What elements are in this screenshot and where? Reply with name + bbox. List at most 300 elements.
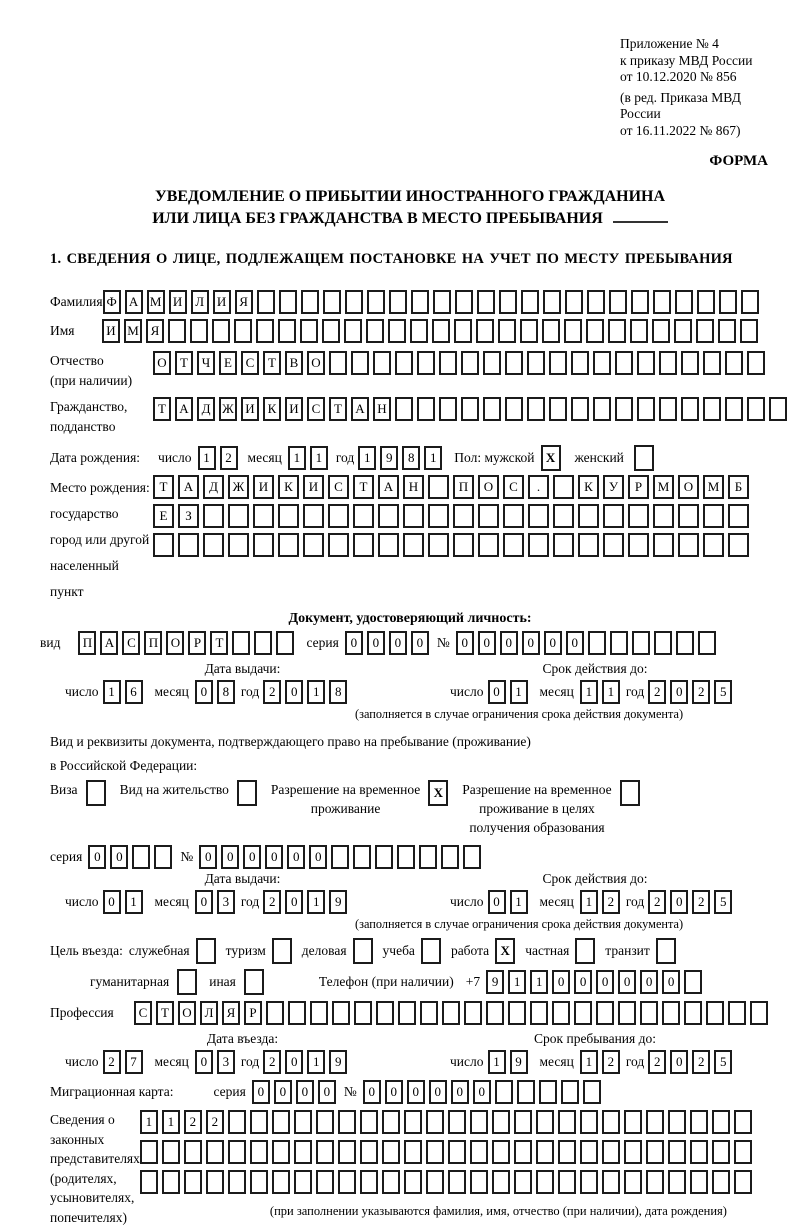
cell[interactable]: [564, 319, 582, 343]
cell[interactable]: [448, 1110, 466, 1134]
cell[interactable]: [272, 1140, 290, 1164]
cell[interactable]: 8: [217, 680, 235, 704]
cell[interactable]: [681, 397, 699, 421]
cell[interactable]: Я: [222, 1001, 240, 1025]
cell[interactable]: [527, 351, 545, 375]
cell[interactable]: [178, 533, 199, 557]
cell[interactable]: [250, 1140, 268, 1164]
cell[interactable]: [389, 290, 407, 314]
cell[interactable]: 1: [140, 1110, 158, 1134]
cell[interactable]: [561, 1080, 579, 1104]
cell[interactable]: [212, 319, 230, 343]
cell[interactable]: [578, 504, 599, 528]
cell[interactable]: [498, 319, 516, 343]
cell[interactable]: [558, 1110, 576, 1134]
cell[interactable]: [360, 1140, 378, 1164]
cell[interactable]: 1: [162, 1110, 180, 1134]
cell[interactable]: П: [453, 475, 474, 499]
cell[interactable]: [228, 1170, 246, 1194]
cell[interactable]: [477, 290, 495, 314]
cell[interactable]: А: [175, 397, 193, 421]
cell[interactable]: [461, 397, 479, 421]
cell[interactable]: [553, 475, 574, 499]
cell[interactable]: 2: [692, 680, 710, 704]
cell[interactable]: [659, 397, 677, 421]
cell[interactable]: [426, 1140, 444, 1164]
cell[interactable]: 0: [662, 970, 680, 994]
cell[interactable]: [659, 351, 677, 375]
cell[interactable]: 1: [125, 890, 143, 914]
cell[interactable]: [478, 504, 499, 528]
cell[interactable]: 1: [424, 446, 442, 470]
cell[interactable]: 1: [288, 446, 306, 470]
cell[interactable]: [696, 319, 714, 343]
cell[interactable]: Л: [200, 1001, 218, 1025]
cell[interactable]: [257, 290, 275, 314]
cell[interactable]: [637, 351, 655, 375]
cell[interactable]: [483, 397, 501, 421]
cell[interactable]: [505, 351, 523, 375]
cell[interactable]: 1: [488, 1050, 506, 1074]
cell[interactable]: [703, 504, 724, 528]
cell[interactable]: [558, 1170, 576, 1194]
cell[interactable]: 1: [530, 970, 548, 994]
cell[interactable]: [232, 631, 250, 655]
cell[interactable]: И: [169, 290, 187, 314]
cell[interactable]: 0: [488, 890, 506, 914]
cell[interactable]: [747, 397, 765, 421]
cell[interactable]: [140, 1170, 158, 1194]
cell[interactable]: 0: [363, 1080, 381, 1104]
cell[interactable]: [403, 504, 424, 528]
cell[interactable]: [351, 351, 369, 375]
cell[interactable]: 0: [195, 680, 213, 704]
cell[interactable]: [454, 319, 472, 343]
cell[interactable]: О: [307, 351, 325, 375]
cell[interactable]: [632, 631, 650, 655]
cell[interactable]: [162, 1140, 180, 1164]
cell[interactable]: [514, 1170, 532, 1194]
cell[interactable]: [528, 533, 549, 557]
cell[interactable]: О: [178, 1001, 196, 1025]
cell[interactable]: [654, 631, 672, 655]
cell[interactable]: [631, 290, 649, 314]
cell[interactable]: [609, 290, 627, 314]
cell[interactable]: 3: [217, 890, 235, 914]
cell[interactable]: 0: [670, 1050, 688, 1074]
cell[interactable]: [353, 504, 374, 528]
cell[interactable]: Ф: [103, 290, 121, 314]
cell[interactable]: 0: [195, 890, 213, 914]
cell[interactable]: [690, 1140, 708, 1164]
cell[interactable]: 9: [380, 446, 398, 470]
cell[interactable]: [404, 1170, 422, 1194]
cell[interactable]: [420, 1001, 438, 1025]
cell[interactable]: [553, 504, 574, 528]
cell[interactable]: [747, 351, 765, 375]
cell[interactable]: 1: [580, 1050, 598, 1074]
cell[interactable]: [593, 397, 611, 421]
purpose-work-checkbox[interactable]: X: [495, 938, 515, 964]
cell[interactable]: .: [528, 475, 549, 499]
cell[interactable]: Я: [235, 290, 253, 314]
cell[interactable]: [528, 504, 549, 528]
cell[interactable]: [574, 1001, 592, 1025]
cell[interactable]: [278, 319, 296, 343]
cell[interactable]: Ж: [219, 397, 237, 421]
cell[interactable]: [596, 1001, 614, 1025]
cell[interactable]: 0: [385, 1080, 403, 1104]
cell[interactable]: А: [351, 397, 369, 421]
temporary-residence-checkbox[interactable]: X: [428, 780, 448, 806]
cell[interactable]: С: [241, 351, 259, 375]
cell[interactable]: [536, 1140, 554, 1164]
cell[interactable]: [539, 1080, 557, 1104]
cell[interactable]: [476, 319, 494, 343]
cell[interactable]: 8: [329, 680, 347, 704]
cell[interactable]: [288, 1001, 306, 1025]
cell[interactable]: [495, 1080, 513, 1104]
cell[interactable]: [578, 533, 599, 557]
cell[interactable]: [203, 504, 224, 528]
cell[interactable]: [486, 1001, 504, 1025]
cell[interactable]: 9: [486, 970, 504, 994]
cell[interactable]: Р: [628, 475, 649, 499]
cell[interactable]: [769, 397, 787, 421]
cell[interactable]: Д: [197, 397, 215, 421]
cell[interactable]: [417, 351, 435, 375]
cell[interactable]: [300, 319, 318, 343]
purpose-tourism-checkbox[interactable]: [272, 938, 292, 964]
cell[interactable]: [316, 1110, 334, 1134]
cell[interactable]: К: [278, 475, 299, 499]
cell[interactable]: [470, 1110, 488, 1134]
cell[interactable]: [428, 533, 449, 557]
cell[interactable]: 3: [217, 1050, 235, 1074]
cell[interactable]: [426, 1170, 444, 1194]
cell[interactable]: [628, 504, 649, 528]
purpose-private-checkbox[interactable]: [575, 938, 595, 964]
cell[interactable]: [674, 319, 692, 343]
cell[interactable]: [395, 397, 413, 421]
cell[interactable]: Ж: [228, 475, 249, 499]
cell[interactable]: У: [603, 475, 624, 499]
cell[interactable]: С: [307, 397, 325, 421]
cell[interactable]: 6: [125, 680, 143, 704]
cell[interactable]: 0: [670, 890, 688, 914]
cell[interactable]: [329, 351, 347, 375]
cell[interactable]: [536, 1170, 554, 1194]
cell[interactable]: [461, 351, 479, 375]
cell[interactable]: [168, 319, 186, 343]
cell[interactable]: 0: [552, 970, 570, 994]
cell[interactable]: 2: [648, 1050, 666, 1074]
cell[interactable]: [278, 533, 299, 557]
cell[interactable]: 0: [285, 680, 303, 704]
cell[interactable]: 2: [602, 1050, 620, 1074]
cell[interactable]: 0: [473, 1080, 491, 1104]
cell[interactable]: [266, 1001, 284, 1025]
cell[interactable]: С: [122, 631, 140, 655]
cell[interactable]: С: [503, 475, 524, 499]
cell[interactable]: [463, 845, 481, 869]
cell[interactable]: [618, 1001, 636, 1025]
cell[interactable]: [404, 1110, 422, 1134]
cell[interactable]: [728, 1001, 746, 1025]
cell[interactable]: [162, 1170, 180, 1194]
cell[interactable]: 1: [358, 446, 376, 470]
cell[interactable]: [254, 631, 272, 655]
cell[interactable]: 0: [199, 845, 217, 869]
cell[interactable]: М: [703, 475, 724, 499]
cell[interactable]: 0: [88, 845, 106, 869]
cell[interactable]: П: [78, 631, 96, 655]
cell[interactable]: [376, 1001, 394, 1025]
cell[interactable]: [154, 845, 172, 869]
cell[interactable]: [580, 1170, 598, 1194]
purpose-humanitarian-checkbox[interactable]: [177, 969, 197, 995]
cell[interactable]: 0: [574, 970, 592, 994]
cell[interactable]: 0: [221, 845, 239, 869]
cell[interactable]: [530, 1001, 548, 1025]
cell[interactable]: [360, 1110, 378, 1134]
cell[interactable]: [593, 351, 611, 375]
cell[interactable]: 2: [692, 1050, 710, 1074]
cell[interactable]: 0: [287, 845, 305, 869]
cell[interactable]: И: [213, 290, 231, 314]
cell[interactable]: [698, 631, 716, 655]
cell[interactable]: 0: [110, 845, 128, 869]
cell[interactable]: [508, 1001, 526, 1025]
cell[interactable]: [503, 504, 524, 528]
cell[interactable]: [552, 1001, 570, 1025]
cell[interactable]: 1: [510, 890, 528, 914]
cell[interactable]: [653, 504, 674, 528]
cell[interactable]: [388, 319, 406, 343]
cell[interactable]: [615, 397, 633, 421]
cell[interactable]: [331, 845, 349, 869]
cell[interactable]: 9: [329, 890, 347, 914]
cell[interactable]: [410, 319, 428, 343]
cell[interactable]: 0: [500, 631, 518, 655]
cell[interactable]: Я: [146, 319, 164, 343]
residence-permit-checkbox[interactable]: [237, 780, 257, 806]
cell[interactable]: [310, 1001, 328, 1025]
cell[interactable]: [470, 1170, 488, 1194]
cell[interactable]: [521, 290, 539, 314]
cell[interactable]: [338, 1110, 356, 1134]
visa-checkbox[interactable]: [86, 780, 106, 806]
cell[interactable]: [276, 631, 294, 655]
cell[interactable]: [703, 533, 724, 557]
cell[interactable]: [662, 1001, 680, 1025]
cell[interactable]: [375, 845, 393, 869]
cell[interactable]: [703, 351, 721, 375]
cell[interactable]: 2: [648, 890, 666, 914]
cell[interactable]: 2: [103, 1050, 121, 1074]
cell[interactable]: [345, 290, 363, 314]
cell[interactable]: [503, 533, 524, 557]
cell[interactable]: Б: [728, 475, 749, 499]
cell[interactable]: 1: [580, 890, 598, 914]
cell[interactable]: 0: [318, 1080, 336, 1104]
cell[interactable]: [453, 504, 474, 528]
cell[interactable]: [332, 1001, 350, 1025]
cell[interactable]: 2: [184, 1110, 202, 1134]
cell[interactable]: [602, 1110, 620, 1134]
cell[interactable]: [483, 351, 501, 375]
cell[interactable]: [676, 631, 694, 655]
cell[interactable]: [615, 351, 633, 375]
cell[interactable]: [514, 1110, 532, 1134]
cell[interactable]: [624, 1110, 642, 1134]
cell[interactable]: [256, 319, 274, 343]
cell[interactable]: 0: [618, 970, 636, 994]
cell[interactable]: [432, 319, 450, 343]
cell[interactable]: 2: [263, 1050, 281, 1074]
cell[interactable]: [303, 533, 324, 557]
cell[interactable]: [492, 1170, 510, 1194]
cell[interactable]: [448, 1170, 466, 1194]
cell[interactable]: [278, 504, 299, 528]
cell[interactable]: А: [178, 475, 199, 499]
cell[interactable]: 2: [692, 890, 710, 914]
cell[interactable]: Д: [203, 475, 224, 499]
cell[interactable]: [750, 1001, 768, 1025]
cell[interactable]: П: [144, 631, 162, 655]
cell[interactable]: [681, 351, 699, 375]
cell[interactable]: [588, 631, 606, 655]
cell[interactable]: В: [285, 351, 303, 375]
cell[interactable]: [565, 290, 583, 314]
cell[interactable]: [344, 319, 362, 343]
cell[interactable]: [140, 1140, 158, 1164]
cell[interactable]: [253, 533, 274, 557]
cell[interactable]: [294, 1140, 312, 1164]
cell[interactable]: 0: [285, 890, 303, 914]
cell[interactable]: [640, 1001, 658, 1025]
cell[interactable]: [403, 533, 424, 557]
cell[interactable]: [703, 397, 721, 421]
cell[interactable]: 0: [566, 631, 584, 655]
cell[interactable]: Т: [153, 397, 171, 421]
cell[interactable]: [668, 1170, 686, 1194]
cell[interactable]: М: [124, 319, 142, 343]
cell[interactable]: 0: [389, 631, 407, 655]
purpose-study-checkbox[interactable]: [421, 938, 441, 964]
cell[interactable]: [514, 1140, 532, 1164]
purpose-other-checkbox[interactable]: [244, 969, 264, 995]
cell[interactable]: Ч: [197, 351, 215, 375]
cell[interactable]: 0: [367, 631, 385, 655]
cell[interactable]: [549, 351, 567, 375]
cell[interactable]: [378, 533, 399, 557]
cell[interactable]: 2: [602, 890, 620, 914]
cell[interactable]: 2: [263, 680, 281, 704]
cell[interactable]: 0: [195, 1050, 213, 1074]
cell[interactable]: [338, 1140, 356, 1164]
cell[interactable]: О: [478, 475, 499, 499]
cell[interactable]: [520, 319, 538, 343]
cell[interactable]: [586, 319, 604, 343]
cell[interactable]: 0: [103, 890, 121, 914]
cell[interactable]: [250, 1110, 268, 1134]
cell[interactable]: [378, 504, 399, 528]
cell[interactable]: [553, 533, 574, 557]
cell[interactable]: [442, 1001, 460, 1025]
cell[interactable]: [543, 290, 561, 314]
cell[interactable]: [728, 533, 749, 557]
cell[interactable]: [706, 1001, 724, 1025]
cell[interactable]: [328, 533, 349, 557]
cell[interactable]: [712, 1170, 730, 1194]
cell[interactable]: [382, 1140, 400, 1164]
cell[interactable]: [571, 397, 589, 421]
cell[interactable]: [279, 290, 297, 314]
cell[interactable]: 0: [296, 1080, 314, 1104]
cell[interactable]: 0: [478, 631, 496, 655]
cell[interactable]: [228, 1140, 246, 1164]
cell[interactable]: [303, 504, 324, 528]
cell[interactable]: 1: [508, 970, 526, 994]
cell[interactable]: [603, 533, 624, 557]
cell[interactable]: И: [285, 397, 303, 421]
cell[interactable]: [580, 1110, 598, 1134]
cell[interactable]: [373, 351, 391, 375]
cell[interactable]: [426, 1110, 444, 1134]
cell[interactable]: [610, 631, 628, 655]
cell[interactable]: 2: [263, 890, 281, 914]
cell[interactable]: О: [153, 351, 171, 375]
cell[interactable]: [719, 290, 737, 314]
cell[interactable]: [602, 1140, 620, 1164]
cell[interactable]: 1: [307, 680, 325, 704]
cell[interactable]: [653, 533, 674, 557]
cell[interactable]: [505, 397, 523, 421]
cell[interactable]: 0: [252, 1080, 270, 1104]
cell[interactable]: [382, 1110, 400, 1134]
cell[interactable]: [725, 397, 743, 421]
cell[interactable]: [740, 319, 758, 343]
cell[interactable]: [441, 845, 459, 869]
cell[interactable]: 1: [510, 680, 528, 704]
cell[interactable]: [250, 1170, 268, 1194]
cell[interactable]: С: [328, 475, 349, 499]
cell[interactable]: Н: [373, 397, 391, 421]
cell[interactable]: Е: [153, 504, 174, 528]
cell[interactable]: [464, 1001, 482, 1025]
cell[interactable]: [684, 970, 702, 994]
purpose-business-checkbox[interactable]: [353, 938, 373, 964]
cell[interactable]: О: [166, 631, 184, 655]
cell[interactable]: [637, 397, 655, 421]
cell[interactable]: [316, 1170, 334, 1194]
cell[interactable]: [734, 1170, 752, 1194]
cell[interactable]: [542, 319, 560, 343]
cell[interactable]: [398, 1001, 416, 1025]
cell[interactable]: [652, 319, 670, 343]
cell[interactable]: 1: [198, 446, 216, 470]
cell[interactable]: Т: [175, 351, 193, 375]
cell[interactable]: 9: [329, 1050, 347, 1074]
cell[interactable]: [734, 1110, 752, 1134]
cell[interactable]: 0: [345, 631, 363, 655]
cell[interactable]: [646, 1110, 664, 1134]
cell[interactable]: 5: [714, 1050, 732, 1074]
cell[interactable]: [602, 1170, 620, 1194]
cell[interactable]: К: [263, 397, 281, 421]
cell[interactable]: [725, 351, 743, 375]
